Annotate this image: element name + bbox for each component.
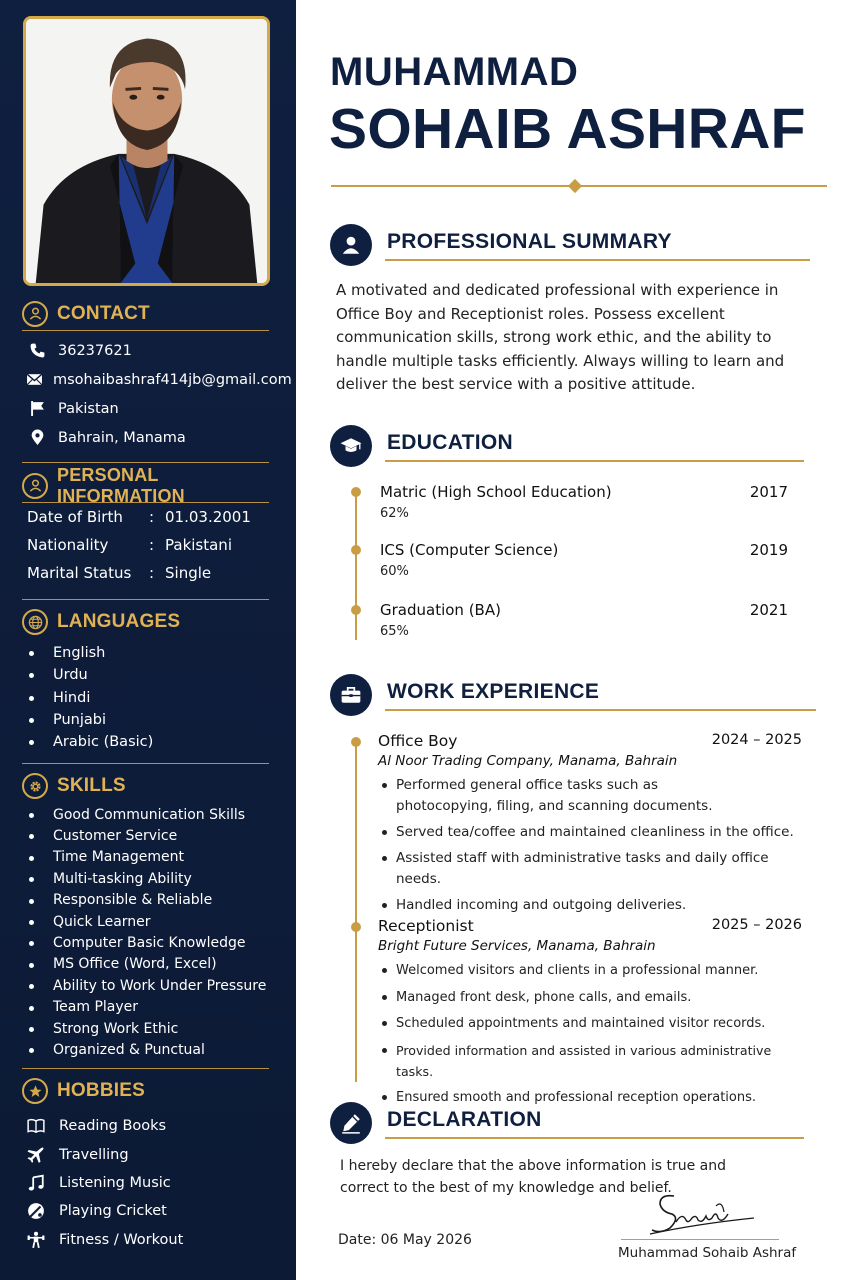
- profile-photo: [23, 16, 270, 286]
- first-name: MUHAMMAD: [330, 50, 579, 94]
- phone-icon: [26, 342, 48, 359]
- education-rule: [385, 460, 804, 462]
- graduation-cap-icon: [330, 425, 372, 467]
- education-score: 60%: [380, 564, 409, 579]
- hobby-label: Reading Books: [59, 1118, 167, 1135]
- flag-icon: [26, 400, 48, 417]
- languages-title: LANGUAGES: [57, 611, 181, 632]
- timeline-dot: [351, 487, 361, 497]
- list-item: Managed front desk, phone calls, and emails.: [378, 987, 802, 1008]
- list-item: Ensured smooth and professional reception operations.: [378, 1087, 802, 1108]
- signature-line: [621, 1239, 779, 1240]
- pen-icon: [330, 1102, 372, 1144]
- gear-icon: [22, 773, 48, 799]
- divider: [22, 763, 269, 764]
- job-duties: [378, 775, 802, 916]
- hobby-item: [22, 1112, 269, 1140]
- education-year: 2017: [749, 483, 788, 501]
- education-item: [380, 483, 788, 521]
- list-item: Good Communication Skills: [27, 804, 269, 825]
- experience-rule: [385, 709, 816, 711]
- fitness-icon: [25, 1231, 47, 1249]
- declaration-date: Date: 06 May 2026: [338, 1232, 472, 1248]
- hobby-item: [22, 1197, 269, 1225]
- airplane-icon: [25, 1146, 47, 1164]
- personal-info-section: [22, 464, 269, 587]
- personal-user-icon: [22, 473, 48, 499]
- nationality-value: Pakistani: [165, 536, 232, 554]
- hobby-label: Fitness / Workout: [59, 1231, 184, 1248]
- list-item: Quick Learner: [27, 911, 269, 932]
- job-item: [378, 732, 802, 921]
- job-company: Bright Future Services, Manama, Bahrain: [378, 938, 656, 954]
- education-score: 65%: [380, 624, 409, 639]
- contact-title: CONTACT: [57, 302, 150, 324]
- job-years: 2024 – 2025: [711, 732, 802, 748]
- education-header: [330, 425, 804, 469]
- list-item: Organized & Punctual: [27, 1039, 269, 1060]
- job-duties: [378, 960, 802, 1108]
- list-item: Punjabi: [27, 709, 269, 731]
- education-item: [380, 541, 788, 579]
- experience-header: [330, 674, 816, 718]
- skills-header: [22, 773, 269, 803]
- briefcase-icon: [330, 674, 372, 716]
- list-item: Hindi: [27, 687, 269, 709]
- list-item: Urdu: [27, 664, 269, 686]
- declaration-text: I hereby declare that the above information is true and correct to the best of my knowledge and belief.: [340, 1158, 727, 1196]
- nationality-label: Nationality: [27, 536, 109, 554]
- main-content: [296, 0, 853, 1280]
- languages-section: [22, 609, 269, 753]
- contact-section: [22, 301, 292, 452]
- education-degree: Graduation (BA): [380, 601, 501, 619]
- summary-header: [330, 224, 816, 268]
- skills-title: SKILLS: [57, 775, 126, 796]
- list-item: Welcomed visitors and clients in a professional manner.: [378, 960, 802, 981]
- list-item: Strong Work Ethic: [27, 1018, 269, 1039]
- dob-sep: :: [149, 508, 155, 526]
- timeline-dot: [351, 545, 361, 555]
- book-icon: [25, 1117, 47, 1135]
- skills-section: [22, 773, 269, 1061]
- last-name: SOHAIB ASHRAF: [329, 97, 806, 161]
- contact-country: [22, 394, 269, 423]
- declaration-rule: [385, 1137, 804, 1139]
- contact-user-icon: [22, 301, 48, 327]
- declaration-title: DECLARATION: [387, 1108, 542, 1131]
- dob-value: 01.03.2001: [165, 508, 251, 526]
- skills-list: [22, 804, 269, 1061]
- education-score: 62%: [380, 506, 409, 521]
- hobby-label: Listening Music: [59, 1174, 171, 1191]
- list-item: Responsible & Reliable: [27, 890, 269, 911]
- hobby-label: Travelling: [59, 1146, 129, 1163]
- cricket-ball-icon: [25, 1202, 47, 1220]
- hobby-item: [22, 1226, 269, 1254]
- hobbies-title: HOBBIES: [57, 1080, 145, 1101]
- marital-row: [22, 559, 269, 587]
- location-pin-icon: [26, 429, 48, 446]
- list-item: Scheduled appointments and maintained visitor records.: [378, 1013, 802, 1034]
- education-degree: Matric (High School Education): [380, 483, 612, 501]
- hobby-item: [22, 1169, 269, 1197]
- list-item: Customer Service: [27, 825, 269, 846]
- dob-label: Date of Birth: [27, 508, 123, 526]
- signer-name: Muhammad Sohaib Ashraf: [618, 1245, 797, 1261]
- education-title: EDUCATION: [387, 431, 513, 454]
- hobby-label: Playing Cricket: [59, 1203, 167, 1220]
- divider: [22, 599, 269, 600]
- marital-value: Single: [165, 564, 212, 582]
- education-degree: ICS (Computer Science): [380, 541, 559, 559]
- country-text: Pakistan: [58, 400, 119, 417]
- contact-phone: [22, 336, 269, 365]
- list-item: Provided information and assisted in various administrative tasks.: [378, 1040, 802, 1082]
- name-divider-diamond: [568, 179, 582, 193]
- nationality-row: [22, 531, 269, 559]
- contact-location: [22, 423, 269, 452]
- job-role: Office Boy: [378, 732, 458, 750]
- marital-label: Marital Status: [27, 564, 132, 582]
- languages-header: [22, 609, 269, 639]
- education-year: 2021: [749, 601, 788, 619]
- hobby-item: [22, 1140, 269, 1168]
- job-item: [378, 917, 802, 1114]
- list-item: Team Player: [27, 997, 269, 1018]
- globe-icon: [22, 609, 48, 635]
- user-icon: [330, 224, 372, 266]
- contact-email: [22, 365, 292, 394]
- list-item: Multi-tasking Ability: [27, 868, 269, 889]
- hobbies-header: [22, 1078, 269, 1108]
- divider: [22, 1068, 269, 1069]
- list-item: Performed general office tasks such as photocopying, filing, and scanning documents.: [378, 775, 723, 817]
- hobbies-section: [22, 1078, 269, 1254]
- personal-info-header: [22, 464, 269, 506]
- star-icon: [22, 1078, 48, 1104]
- declaration-header: [330, 1102, 804, 1146]
- timeline-dot: [351, 922, 361, 932]
- education-timeline: [355, 488, 357, 640]
- summary-text: A motivated and dedicated professional with experience in Office Boy and Receptionist roles. Possess excellent communication skills, strong work ethic, and the ability to handle multiple tasks efficiently. Always willing to learn and deliver the best service with a positive attitude.: [336, 281, 785, 393]
- list-item: Handled incoming and outgoing deliveries.: [378, 895, 802, 916]
- experience-timeline: [355, 740, 357, 1082]
- nationality-sep: :: [149, 536, 155, 554]
- music-note-icon: [25, 1174, 47, 1192]
- list-item: Time Management: [27, 847, 269, 868]
- email-text: msohaibashraf414jb@gmail.com: [53, 371, 292, 388]
- signature: [646, 1188, 756, 1238]
- list-item: MS Office (Word, Excel): [27, 954, 269, 975]
- education-item: [380, 601, 788, 639]
- summary-rule: [385, 259, 810, 261]
- marital-sep: :: [149, 564, 155, 582]
- summary-title: PROFESSIONAL SUMMARY: [387, 230, 672, 253]
- list-item: Assisted staff with administrative tasks and daily office needs.: [378, 848, 802, 890]
- divider: [22, 462, 269, 463]
- timeline-dot: [351, 605, 361, 615]
- job-years: 2025 – 2026: [711, 917, 802, 933]
- list-item: Ability to Work Under Pressure: [27, 975, 269, 996]
- mail-icon: [26, 371, 43, 388]
- list-item: Computer Basic Knowledge: [27, 932, 269, 953]
- list-item: Served tea/coffee and maintained cleanliness in the office.: [378, 822, 802, 843]
- job-role: Receptionist: [378, 917, 474, 935]
- sidebar: [0, 0, 296, 1280]
- list-item: Arabic (Basic): [27, 731, 269, 753]
- experience-title: WORK EXPERIENCE: [387, 680, 600, 703]
- education-year: 2019: [749, 541, 788, 559]
- contact-header: [22, 301, 269, 331]
- phone-text: 36237621: [58, 342, 132, 359]
- list-item: English: [27, 642, 269, 664]
- languages-list: [22, 642, 269, 753]
- dob-row: [22, 503, 269, 531]
- timeline-dot: [351, 737, 361, 747]
- location-text: Bahrain, Manama: [58, 429, 186, 446]
- personal-info-title: PERSONAL INFORMATION: [57, 464, 185, 506]
- job-company: Al Noor Trading Company, Manama, Bahrain: [378, 753, 678, 769]
